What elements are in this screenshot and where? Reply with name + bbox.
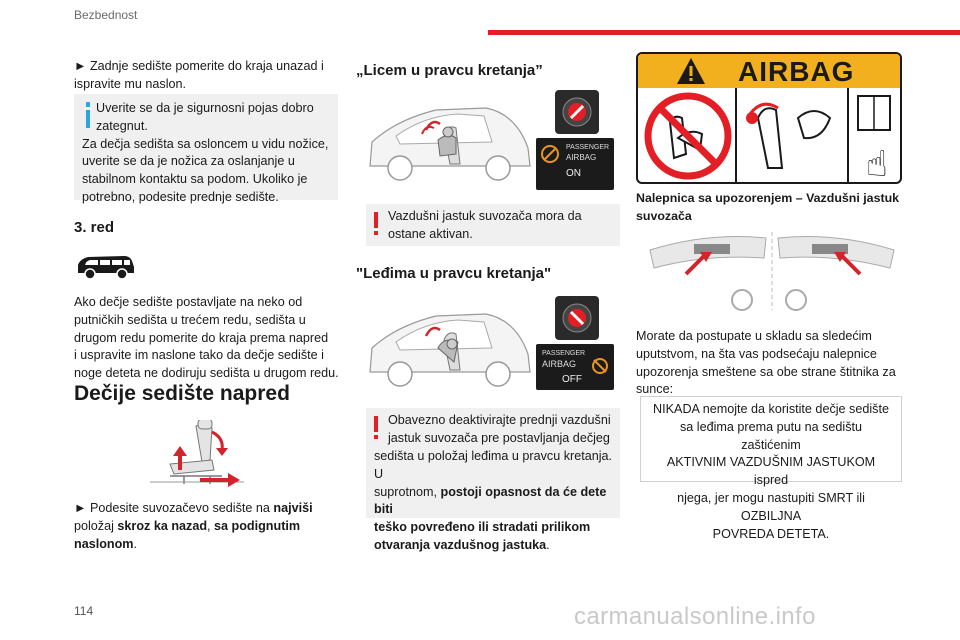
text-line: uputstvom, na šta vas podsećaju nalepnice xyxy=(636,346,877,361)
text-line: NIKADA nemojte da koristite dečje sedište xyxy=(653,402,889,416)
passenger-airbag-on-badge: PASSENGER AIRBAG ON xyxy=(536,138,614,190)
airbag-switch-on-icon xyxy=(555,90,599,134)
airbag-off-indicator-icon xyxy=(590,356,610,376)
front-seat-heading: Dečije sedište napred xyxy=(74,382,290,405)
text-line: noge deteta ne dodiruju sedišta u drugom redu. xyxy=(74,366,339,381)
text-line: sedišta u položaj leđima u pravcu kretanja. U xyxy=(374,449,613,481)
airbag-switch-off-icon xyxy=(555,296,599,340)
text-line: Morate da postupate u skladu sa sledećim xyxy=(636,329,872,343)
critical-warning-box xyxy=(640,396,902,541)
text-line: suvozača xyxy=(636,208,692,223)
text-line: Uverite se da je sigurnosni pojas dobro xyxy=(96,101,314,115)
header-accent-bar xyxy=(488,30,960,35)
warning-triangle-icon xyxy=(676,57,706,85)
visor-paragraph xyxy=(636,328,906,399)
section-title: Bezbednost xyxy=(74,8,138,22)
page-number: 114 xyxy=(74,604,94,618)
text-line: POVREDA DETETA. xyxy=(712,526,830,541)
front-seat-paragraph: ► Podesite suvozačevo sedište na najviši položaj skroz ka nazad, sa podignutim naslonom. xyxy=(74,501,313,551)
rear-facing-heading: "Leđima u pravcu kretanja" xyxy=(356,265,552,282)
text-line: stabilnom kontaktu sa podom. Ukoliko je xyxy=(82,172,308,187)
warning-box-keep-active xyxy=(366,204,620,246)
text-line: potrebno, podesite prednje sedište. xyxy=(82,189,279,204)
car-forward-facing-illustration xyxy=(366,94,534,186)
text-line: jastuk suvozača pre postavljanja dečjeg xyxy=(388,430,610,445)
car-rear-facing-illustration xyxy=(366,300,534,392)
airbag-warning-label xyxy=(636,52,902,184)
text-line: ispravite mu naslon. xyxy=(74,76,186,91)
text-line: Obavezno deaktivirajte prednji vazdušni xyxy=(388,413,611,427)
seat-adjust-illustration xyxy=(140,420,250,492)
text-line: upozorenja smeštene sa obe strane štitnika za xyxy=(636,364,896,379)
text-line: sa leđima prema putu na sedištu zaštićenim xyxy=(679,419,862,452)
forward-facing-heading: „Licem u pravcu kretanja” xyxy=(356,62,543,79)
text-line: njega, jer mogu nastupiti SMRT ili OZBILJNA xyxy=(677,490,865,523)
text-line: putničkih sedišta u trećem redu, sedišta u xyxy=(74,312,306,327)
info-icon xyxy=(86,102,90,128)
info-box xyxy=(74,94,338,204)
text-line: zategnut. xyxy=(96,118,148,133)
warning-box-deactivate: Obavezno deaktivirajte prednji vazdušni jastuk suvozača pre postavljanja dečjeg sedišta u položaj leđima u pravcu kretanja. U suprotnom, postoji opasnost da će dete biti teško povređeno ili stradati prilikom otvaranja vazdušnog jastuka. xyxy=(366,408,620,518)
text-line: AKTIVNIM VAZDUŠNIM JASTUKOM ispred xyxy=(666,455,876,488)
text-line: Nalepnica sa upozorenjem – Vazdušni jastuk xyxy=(636,191,900,205)
airbag-indicator-icon xyxy=(540,144,560,164)
intro-paragraph xyxy=(74,58,344,94)
text-line: uverite se da je nožica za oslanjanje u xyxy=(82,154,295,169)
svg-text:☝: ☝ xyxy=(866,144,888,184)
text-line: Za dečja sedišta sa osloncem u vidu nožice, xyxy=(82,136,329,151)
sun-visor-illustration xyxy=(646,228,898,314)
van-icon xyxy=(74,253,138,281)
airbag-label-word: AIRBAG xyxy=(738,56,855,87)
row3-paragraph xyxy=(74,294,354,383)
text-line: ostane aktivan. xyxy=(388,226,473,241)
row3-heading: 3. red xyxy=(74,219,115,236)
passenger-airbag-off-badge: PASSENGER AIRBAG OFF xyxy=(536,344,614,390)
text-line: Ako dečje sedište postavljate na neko od xyxy=(74,295,303,309)
label-caption xyxy=(636,190,899,226)
text-line: drugom redu pomerite do kraja prema napred xyxy=(74,330,329,345)
text-line: Vazdušni jastuk suvozača mora da xyxy=(388,209,582,223)
airbag-label-header xyxy=(638,54,900,88)
airbag-label-pictograms xyxy=(638,88,900,184)
watermark: carmanualsonline.info xyxy=(574,603,816,630)
text-line: sunce: xyxy=(636,382,674,397)
text-line: i uspravite im naslone tako da dečje sedište i xyxy=(74,348,324,363)
text-line: ► Zadnje sedište pomerite do kraja unazad i xyxy=(74,59,324,73)
